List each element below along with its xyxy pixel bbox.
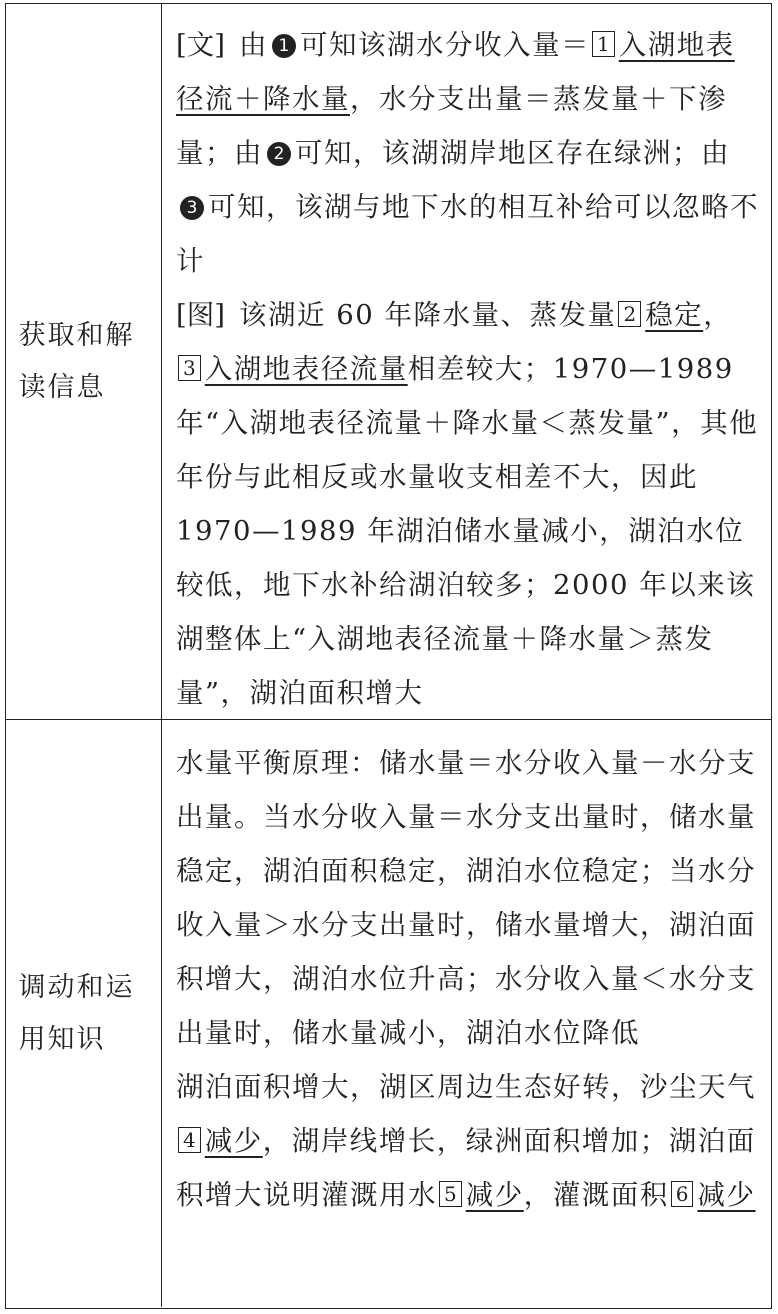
text-segment: ，水分支出量＝蒸发量＋下渗量；由: [176, 83, 727, 169]
marker-2-icon: 2: [267, 142, 291, 166]
text-segment: 该湖近 60 年降水量、蒸发量: [238, 299, 617, 331]
answer-6: 减少: [697, 1179, 756, 1211]
answer-1: 入湖地表径流＋降水量: [176, 29, 735, 115]
marker-1-icon: 1: [272, 34, 296, 58]
answer-5: 减少: [465, 1179, 524, 1211]
text-segment: 相差较大；1970—1989 年“入湖地表径流量＋降水量＜蒸发量”，其他年份与此相反或水量收支相差不大，因此 1970—1989 年湖泊储水量减小，湖泊水位较低，地下水补给湖泊较多；2000 年以来该湖整体上“入湖地表径流量＋降水量＞蒸发量”，湖泊面积增大: [176, 353, 759, 709]
blank-number-3: 3: [178, 355, 201, 381]
text-segment: 由: [238, 29, 268, 61]
answer-2: 稳定: [645, 299, 704, 331]
marker-3-icon: 3: [180, 196, 204, 220]
answer-3: 入湖地表径流量: [204, 353, 408, 385]
text-segment: ，灌溉面积: [523, 1179, 669, 1211]
blank-number-4: 4: [178, 1127, 201, 1153]
row-label-cell: [6, 4, 162, 719]
text-segment: 可知，该湖与地下水的相互补给可以忽略不计: [176, 191, 759, 277]
row-label: 调动和运用知识: [18, 971, 135, 1055]
blank-number-2: 2: [618, 301, 641, 327]
row-content: [176, 736, 759, 1222]
table-row-obtain-info: [6, 4, 771, 720]
answer-4: 减少: [204, 1125, 263, 1157]
text-segment: 可知该湖水分收入量＝: [299, 29, 590, 61]
paragraph-water-balance: 水量平衡原理：储水量＝水分收入量－水分支出量。当水分收入量＝水分支出量时，储水量稳定，湖泊面积稳定，湖泊水位稳定；当水分收入量＞水分支出量时，储水量增大，湖泊面积增大，湖泊水位升高；水分收入量＜水分支出量时，储水量减小，湖泊水位降低: [176, 747, 756, 1049]
text-tag: [文]: [176, 29, 225, 61]
analysis-table: [5, 3, 772, 1309]
text-segment: ，湖岸线增长，绿洲面积增加；湖泊面积增大说明灌溉用水: [176, 1125, 756, 1211]
blank-number-1: 1: [592, 31, 615, 57]
row-label: 获取和解读信息: [18, 319, 135, 403]
row-content: [176, 18, 759, 720]
table-row-apply-knowledge: [6, 720, 771, 1307]
blank-number-5: 5: [439, 1181, 462, 1207]
blank-number-6: 6: [671, 1181, 694, 1207]
row-label-cell: [6, 720, 162, 1307]
figure-tag: [图]: [176, 299, 225, 331]
text-segment: 湖泊面积增大，湖区周边生态好转，沙尘天气: [176, 1071, 756, 1103]
text-segment: 可知，该湖湖岸地区存在绿洲；由: [295, 137, 730, 169]
text-segment: ，: [703, 299, 733, 331]
